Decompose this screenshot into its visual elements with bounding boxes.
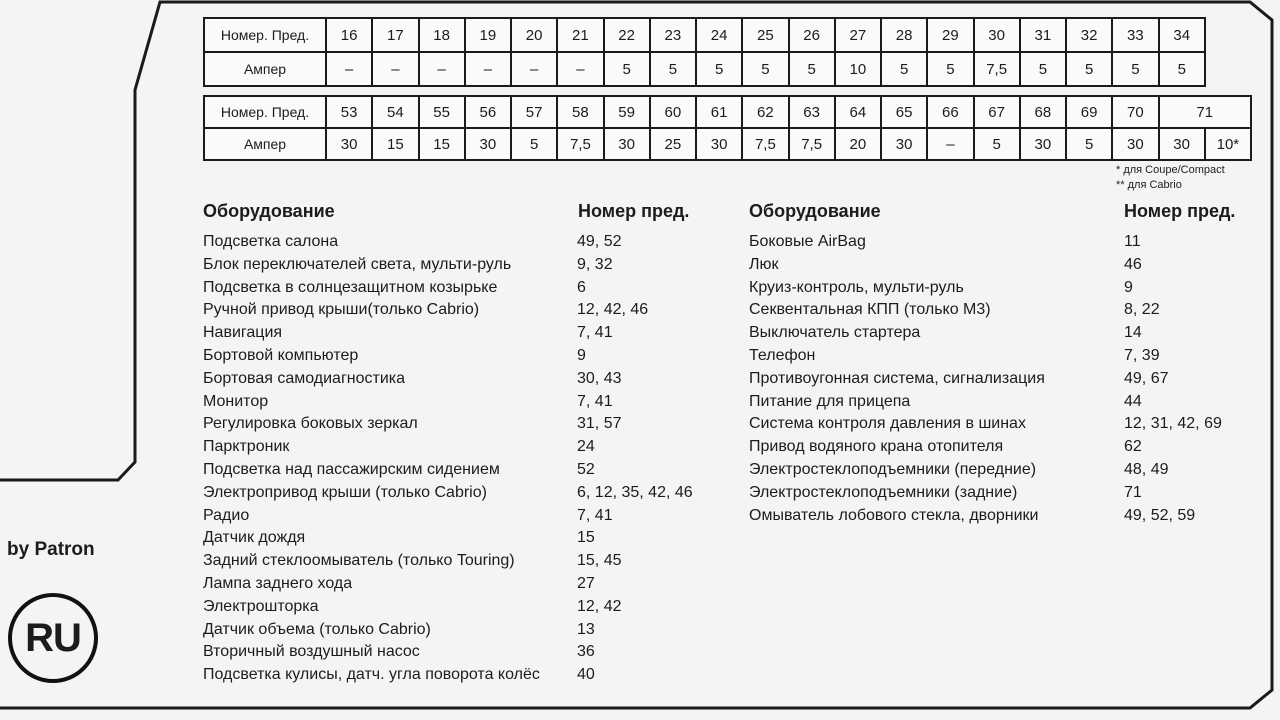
fuse-numbers: 40 <box>577 666 595 684</box>
fuse-numbers: 12, 31, 42, 69 <box>1124 415 1222 433</box>
amperage-cell: 5 <box>1066 128 1112 160</box>
amperage-cell: 7,5 <box>789 128 835 160</box>
amperage-cell: 5 <box>742 52 788 86</box>
equipment-name: Выключатель стартера <box>749 324 921 342</box>
equipment-item <box>203 254 613 277</box>
fuse-numbers: 49, 67 <box>1124 369 1169 387</box>
amperage-cell: 30 <box>1020 128 1066 160</box>
fuse-numbers: 46 <box>1124 255 1142 273</box>
fuse-number-cell: 27 <box>835 18 881 52</box>
footnote-coupe: * для Coupe/Compact <box>1116 164 1225 176</box>
fuse-number-cell: 29 <box>927 18 973 52</box>
fuse-number-row <box>204 18 1205 52</box>
equipment-item <box>749 299 1160 322</box>
amperage-row <box>204 128 1251 160</box>
amperage-cell: 7,5 <box>557 128 603 160</box>
left-equipment-list <box>203 231 693 687</box>
fuse-number-cell: 63 <box>789 96 835 128</box>
equipment-item <box>749 436 1142 459</box>
amperage-cell: 30 <box>326 128 372 160</box>
fuse-number-cell: 69 <box>1066 96 1112 128</box>
amperage-row <box>204 52 1205 86</box>
fuse-numbers: 12, 42, 46 <box>577 301 649 319</box>
equipment-item <box>203 619 595 642</box>
equipment-item <box>203 459 595 482</box>
amperage-cell: – <box>326 52 372 86</box>
amperage-cell: 5 <box>1066 52 1112 86</box>
equipment-name: Привод водяного крана отопителя <box>749 438 1004 456</box>
fuse-numbers: 52 <box>577 460 595 478</box>
fuse-numbers: 12, 42 <box>577 597 622 615</box>
fuse-numbers: 36 <box>577 643 595 661</box>
equipment-name: Ручной привод крыши(только Cabrio) <box>203 301 480 319</box>
left-header-equipment: Оборудование <box>203 201 335 221</box>
amperage-cell: 5 <box>881 52 927 86</box>
fuse-number-cell: 21 <box>557 18 603 52</box>
equipment-item <box>749 459 1169 482</box>
equipment-name: Подсветка над пассажирским сидением <box>203 460 500 478</box>
fuse-number-cell: 62 <box>742 96 788 128</box>
equipment-name: Радио <box>203 506 250 524</box>
footnote-cabrio: ** для Cabrio <box>1116 179 1182 191</box>
amperage-cell: – <box>927 128 973 160</box>
equipment-name: Люк <box>749 255 779 273</box>
equipment-item <box>203 482 693 505</box>
fuse-numbers: 48, 49 <box>1124 460 1169 478</box>
fuse-numbers: 8, 22 <box>1124 301 1160 319</box>
fuse-number-cell: 57 <box>511 96 557 128</box>
equipment-name: Электростеклоподъемники (передние) <box>749 460 1037 478</box>
fuse-number-cell: 68 <box>1020 96 1066 128</box>
equipment-name: Монитор <box>203 392 269 410</box>
row-label: Ампер <box>204 52 326 86</box>
fuse-numbers: 62 <box>1124 438 1142 456</box>
amperage-cell: 15 <box>419 128 465 160</box>
fuse-numbers: 6 <box>577 278 586 296</box>
equipment-name: Датчик дождя <box>203 529 306 547</box>
equipment-name: Электрошторка <box>203 597 319 615</box>
fuse-number-cell: 67 <box>974 96 1020 128</box>
equipment-name: Бортовая самодиагностика <box>203 369 406 387</box>
equipment-item <box>203 413 622 436</box>
amperage-cell: – <box>372 52 418 86</box>
equipment-name: Подсветка в солнцезащитном козырьке <box>203 278 498 296</box>
fuse-numbers: 7, 41 <box>577 506 613 524</box>
equipment-item <box>203 664 595 687</box>
ru-badge <box>8 593 98 683</box>
amperage-cell: 5 <box>696 52 742 86</box>
equipment-name: Лампа заднего хода <box>203 574 353 592</box>
fuse-numbers: 44 <box>1124 392 1142 410</box>
amperage-cell: 10* <box>1205 128 1251 160</box>
equipment-item <box>203 527 595 550</box>
amperage-cell: 15 <box>372 128 418 160</box>
fuse-number-cell: 54 <box>372 96 418 128</box>
fuse-numbers: 7, 39 <box>1124 346 1160 364</box>
amperage-cell: – <box>511 52 557 86</box>
fuse-table-1 <box>203 17 1206 87</box>
fuse-number-cell: 22 <box>604 18 650 52</box>
equipment-name: Навигация <box>203 324 283 342</box>
equipment-item <box>203 573 595 596</box>
fuse-number-cell: 25 <box>742 18 788 52</box>
fuse-number-cell: 66 <box>927 96 973 128</box>
equipment-item <box>203 368 622 391</box>
fuse-number-cell: 20 <box>511 18 557 52</box>
fuse-numbers: 9, 32 <box>577 255 613 273</box>
equipment-name: Подсветка кулисы, датч. угла поворота колёс <box>203 666 540 684</box>
fuse-number-cell: 24 <box>696 18 742 52</box>
fuse-numbers: 27 <box>577 574 595 592</box>
amperage-cell: – <box>465 52 511 86</box>
fuse-number-cell: 18 <box>419 18 465 52</box>
amperage-cell: 5 <box>1020 52 1066 86</box>
fuse-numbers: 71 <box>1124 483 1142 501</box>
fuse-number-cell: 31 <box>1020 18 1066 52</box>
amperage-cell: 30 <box>604 128 650 160</box>
fuse-number-cell: 30 <box>974 18 1020 52</box>
equipment-name: Задний стеклоомыватель (только Touring) <box>203 552 515 570</box>
equipment-item <box>749 482 1142 505</box>
fuse-table-2 <box>203 95 1252 161</box>
row-label: Номер. Пред. <box>204 18 326 52</box>
fuse-numbers: 30, 43 <box>577 369 622 387</box>
equipment-item <box>203 391 613 414</box>
fuse-numbers: 13 <box>577 620 595 638</box>
equipment-item <box>749 254 1142 277</box>
amperage-cell: 30 <box>1112 128 1158 160</box>
fuse-number-cell: 28 <box>881 18 927 52</box>
left-header-number: Номер пред. <box>578 201 690 221</box>
amperage-cell: 10 <box>835 52 881 86</box>
equipment-item <box>749 345 1160 368</box>
row-label: Ампер <box>204 128 326 160</box>
equipment-item <box>203 550 622 573</box>
fuse-number-row <box>204 96 1251 128</box>
equipment-name: Круиз-контроль, мульти-руль <box>749 278 964 296</box>
amperage-cell: – <box>419 52 465 86</box>
equipment-item <box>749 505 1196 528</box>
equipment-name: Бортовой компьютер <box>203 346 359 364</box>
equipment-item <box>203 322 613 345</box>
equipment-item <box>749 277 1133 300</box>
equipment-item <box>203 345 586 368</box>
fuse-number-cell: 61 <box>696 96 742 128</box>
fuse-number-cell: 23 <box>650 18 696 52</box>
fuse-number-cell: 19 <box>465 18 511 52</box>
amperage-cell: 30 <box>1159 128 1205 160</box>
row-label: Номер. Пред. <box>204 96 326 128</box>
fuse-number-cell: 33 <box>1112 18 1158 52</box>
fuse-number-cell: 70 <box>1112 96 1158 128</box>
equipment-name: Телефон <box>749 346 816 364</box>
equipment-name: Подсветка салона <box>203 233 339 250</box>
amperage-cell: 5 <box>974 128 1020 160</box>
equipment-name: Электростеклоподъемники (задние) <box>749 483 1018 501</box>
fuse-numbers: 6, 12, 35, 42, 46 <box>577 483 693 501</box>
equipment-name: Регулировка боковых зеркал <box>203 415 418 433</box>
equipment-item <box>203 299 649 322</box>
amperage-cell: – <box>557 52 603 86</box>
author-label: by Patron <box>7 539 95 560</box>
fuse-number-cell: 59 <box>604 96 650 128</box>
fuse-number-cell: 64 <box>835 96 881 128</box>
amperage-cell: 5 <box>604 52 650 86</box>
equipment-item <box>203 505 613 528</box>
amperage-cell: 5 <box>511 128 557 160</box>
equipment-item <box>749 322 1142 345</box>
right-equipment-list <box>749 231 1222 527</box>
fuse-numbers: 9 <box>577 346 586 364</box>
equipment-item <box>749 413 1222 436</box>
fuse-numbers: 49, 52, 59 <box>1124 506 1196 524</box>
equipment-item <box>749 231 1141 254</box>
fuse-number-cell: 16 <box>326 18 372 52</box>
amperage-cell: 30 <box>881 128 927 160</box>
fuse-number-cell: 53 <box>326 96 372 128</box>
amperage-cell: 20 <box>835 128 881 160</box>
fuse-number-cell: 65 <box>881 96 927 128</box>
amperage-cell: 30 <box>696 128 742 160</box>
equipment-name: Датчик объема (только Cabrio) <box>203 620 431 638</box>
equipment-item <box>203 231 622 254</box>
fuse-numbers: 9 <box>1124 278 1133 296</box>
fuse-number-cell: 58 <box>557 96 603 128</box>
fuse-numbers: 7, 41 <box>577 392 613 410</box>
fuse-number-cell: 55 <box>419 96 465 128</box>
equipment-name: Парктроник <box>203 438 290 456</box>
equipment-name: Секвентальная КПП (только М3) <box>749 301 991 319</box>
equipment-item <box>203 436 595 459</box>
fuse-number-cell: 32 <box>1066 18 1112 52</box>
equipment-item <box>749 368 1169 391</box>
right-header-number: Номер пред. <box>1124 201 1236 221</box>
fuse-numbers: 49, 52 <box>577 233 622 250</box>
right-header-equipment: Оборудование <box>749 201 881 221</box>
fuse-number-cell: 26 <box>789 18 835 52</box>
fuse-number-cell: 60 <box>650 96 696 128</box>
equipment-item <box>203 596 622 619</box>
equipment-name: Боковые AirBag <box>749 233 866 250</box>
fuse-number-cell: 71 <box>1159 96 1252 128</box>
equipment-name: Система контроля давления в шинах <box>749 415 1026 433</box>
fuse-numbers: 31, 57 <box>577 415 622 433</box>
equipment-name: Блок переключателей света, мульти-руль <box>203 255 512 273</box>
equipment-item <box>203 641 595 664</box>
fuse-numbers: 24 <box>577 438 595 456</box>
fuse-number-cell: 17 <box>372 18 418 52</box>
ru-badge-text: RU <box>25 615 81 660</box>
fuse-number-cell: 34 <box>1159 18 1206 52</box>
equipment-name: Противоугонная система, сигнализация <box>749 369 1045 387</box>
fuse-numbers: 15 <box>577 529 595 547</box>
amperage-cell: 7,5 <box>974 52 1020 86</box>
equipment-name: Питание для прицепа <box>749 392 911 410</box>
equipment-item <box>203 277 586 300</box>
amperage-cell: 25 <box>650 128 696 160</box>
equipment-name: Электропривод крыши (только Cabrio) <box>203 483 487 501</box>
fuse-numbers: 15, 45 <box>577 552 622 570</box>
equipment-name: Вторичный воздушный насос <box>203 643 420 661</box>
equipment-item <box>749 391 1142 414</box>
amperage-cell: 30 <box>465 128 511 160</box>
fuse-numbers: 11 <box>1124 233 1141 250</box>
equipment-name: Омыватель лобового стекла, дворники <box>749 506 1039 524</box>
fuse-number-cell: 56 <box>465 96 511 128</box>
amperage-cell: 5 <box>789 52 835 86</box>
amperage-cell: 5 <box>650 52 696 86</box>
amperage-cell: 7,5 <box>742 128 788 160</box>
fuse-numbers: 7, 41 <box>577 324 613 342</box>
amperage-cell: 5 <box>927 52 973 86</box>
amperage-cell: 5 <box>1112 52 1158 86</box>
amperage-cell: 5 <box>1159 52 1206 86</box>
fuse-numbers: 14 <box>1124 324 1142 342</box>
